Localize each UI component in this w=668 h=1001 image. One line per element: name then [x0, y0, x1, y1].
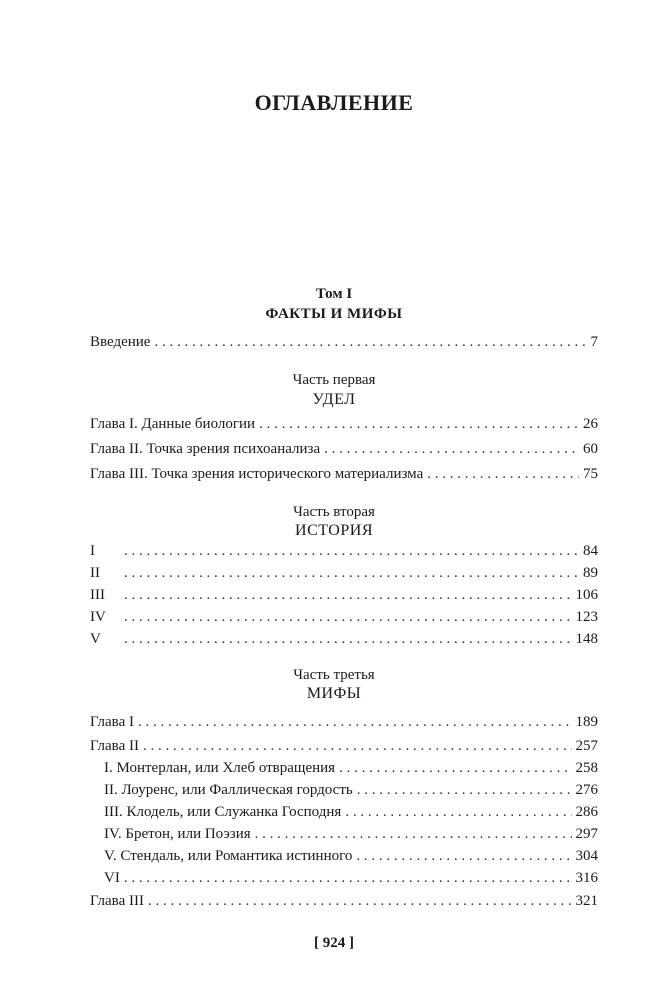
- leader-dots: [143, 735, 572, 757]
- leader-dots: [427, 463, 579, 485]
- toc-entry-label: Глава I: [90, 714, 134, 730]
- toc-entry-page: 84: [583, 543, 598, 559]
- toc-entry-page: 7: [590, 334, 598, 350]
- part-title: МИФЫ: [306, 685, 362, 702]
- toc-entry-intro[interactable]: [90, 331, 598, 353]
- volume-label: Том I: [315, 286, 353, 302]
- toc-entry-page: 276: [575, 782, 598, 798]
- toc-entry-label: I. Монтерлан, или Хлеб отвращения: [104, 760, 336, 776]
- part-title: УДЕЛ: [312, 391, 356, 408]
- part-label: Часть третья: [293, 667, 375, 683]
- toc-entry-label: Глава II: [90, 738, 139, 754]
- toc-entry-label: II: [90, 565, 100, 581]
- leader-dots: [357, 779, 572, 801]
- toc-entry-page: 316: [575, 870, 598, 886]
- leader-dots: [124, 562, 579, 584]
- toc-entry-page: 60: [583, 441, 598, 457]
- toc-entry[interactable]: [90, 628, 598, 650]
- leader-dots: [138, 711, 572, 733]
- toc-subentry[interactable]: [104, 823, 598, 845]
- part-label: Часть первая: [292, 372, 376, 388]
- toc-subentry[interactable]: [104, 845, 598, 867]
- toc-entry-page: 26: [583, 416, 598, 432]
- toc-entry-page: 297: [575, 826, 598, 842]
- toc-entry-page: 257: [575, 738, 598, 754]
- toc-entry[interactable]: [90, 413, 598, 435]
- leader-dots: [124, 867, 572, 889]
- toc-entry[interactable]: [90, 584, 598, 606]
- toc-entry-page: 258: [575, 760, 598, 776]
- toc-entry[interactable]: [90, 890, 598, 912]
- leader-dots: [124, 584, 572, 606]
- toc-entry-label: Глава I. Данные биологии: [90, 416, 256, 432]
- leader-dots: [255, 823, 572, 845]
- toc-entry-page: 148: [575, 631, 598, 647]
- part-title: ИСТОРИЯ: [295, 522, 373, 539]
- leader-dots: [124, 540, 579, 562]
- leader-dots: [148, 890, 572, 912]
- toc-entry-label: Введение: [90, 334, 151, 350]
- toc-entry[interactable]: [90, 540, 598, 562]
- toc-entry-page: 189: [575, 714, 598, 730]
- toc-entry[interactable]: [90, 711, 598, 733]
- leader-dots: [345, 801, 571, 823]
- toc-entry-label: Глава II. Точка зрения психоанализа: [90, 441, 321, 457]
- toc-entry-page: 106: [575, 587, 598, 603]
- toc-entry-label: II. Лоуренс, или Фаллическая гордость: [104, 782, 353, 798]
- toc-entry-page: 75: [583, 466, 598, 482]
- leader-dots: [324, 438, 579, 460]
- leader-dots: [124, 606, 572, 628]
- toc-entry-page: 304: [575, 848, 598, 864]
- toc-entry[interactable]: [90, 438, 598, 460]
- leader-dots: [339, 757, 571, 779]
- toc-subentry[interactable]: [104, 867, 598, 889]
- toc-entry-page: 89: [583, 565, 598, 581]
- volume-title: ФАКТЫ И МИФЫ: [265, 306, 403, 322]
- leader-dots: [124, 628, 572, 650]
- toc-entry-label: VI: [104, 870, 120, 886]
- toc-entry-label: Глава III. Точка зрения исторического материализма: [90, 466, 424, 482]
- toc-subentry[interactable]: [104, 757, 598, 779]
- toc-entry[interactable]: [90, 606, 598, 628]
- toc-entry-label: IV. Бретон, или Поэзия: [104, 826, 251, 842]
- toc-entry-label: III: [90, 587, 105, 603]
- toc-entry-label: V. Стендаль, или Романтика истинного: [104, 848, 353, 864]
- page-title: ОГЛАВЛЕНИЕ: [254, 90, 414, 115]
- toc-entry[interactable]: [90, 735, 598, 757]
- leader-dots: [154, 331, 586, 353]
- part-label: Часть вторая: [293, 504, 375, 520]
- toc-entry-page: 123: [575, 609, 598, 625]
- toc-entry-label: III. Клодель, или Служанка Господня: [104, 804, 342, 820]
- toc-entry-label: Глава III: [90, 893, 144, 909]
- page-number: [ 924 ]: [314, 935, 354, 951]
- toc-entry-page: 321: [575, 893, 598, 909]
- toc-entry-page: 286: [575, 804, 598, 820]
- leader-dots: [356, 845, 571, 867]
- toc-entry-label: I: [90, 543, 95, 559]
- toc-entry-label: V: [90, 631, 101, 647]
- toc-entry-label: IV: [90, 609, 106, 625]
- toc-entry[interactable]: [90, 463, 598, 485]
- toc-subentry[interactable]: [104, 779, 598, 801]
- toc-subentry[interactable]: [104, 801, 598, 823]
- toc-entry[interactable]: [90, 562, 598, 584]
- leader-dots: [259, 413, 579, 435]
